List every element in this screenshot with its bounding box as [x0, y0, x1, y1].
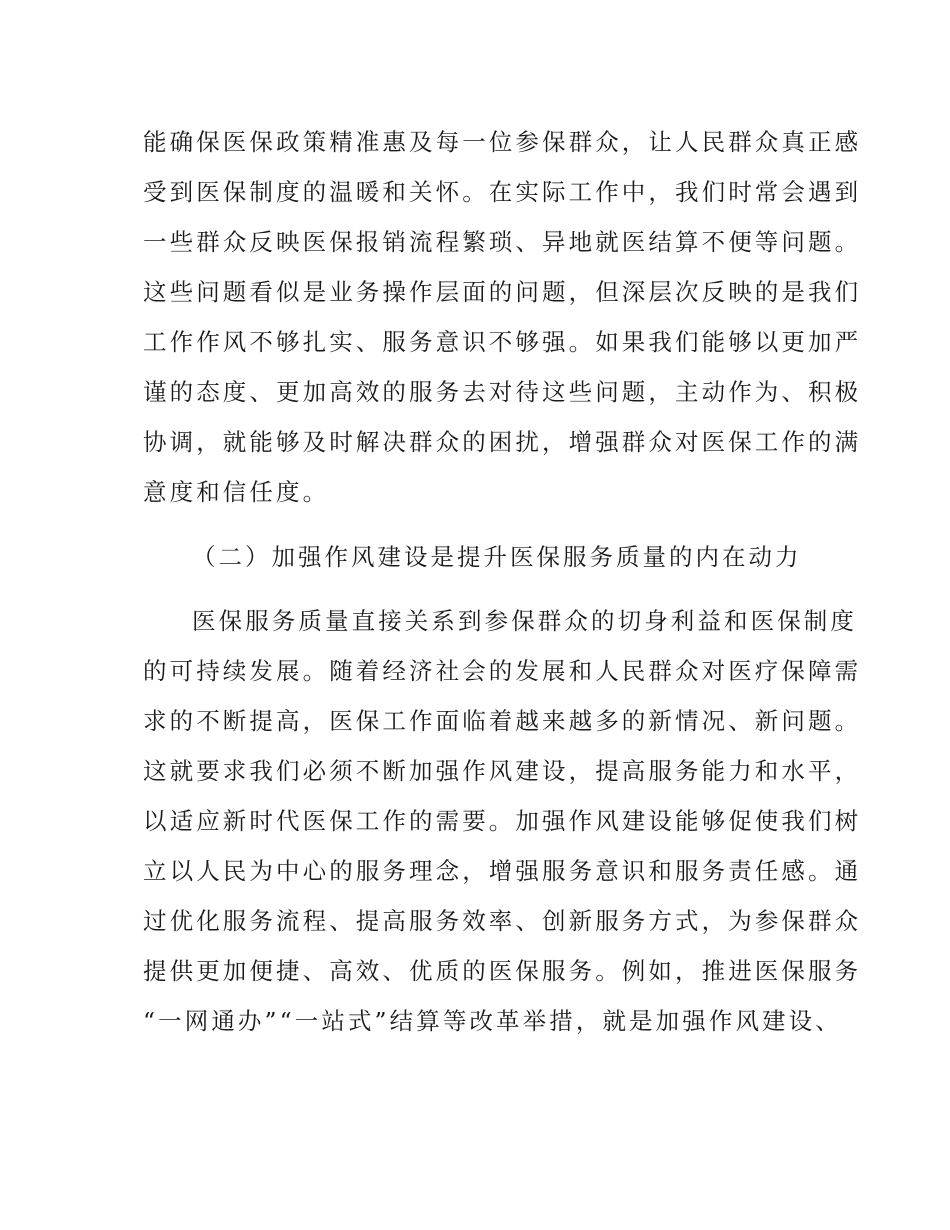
paragraph-1-line-6: 谨的态度、更加高效的服务去对待这些问题，主动作为、积极 [143, 378, 862, 406]
paragraph-2-line-5: 以适应新时代医保工作的需要。加强作风建设能够促使我们树 [143, 807, 862, 835]
paragraph-1-line-8: 意度和信任度。 [143, 478, 330, 506]
paragraph-2-line-4: 这就要求我们必须不断加强作风建设，提高服务能力和水平， [143, 757, 862, 785]
paragraph-1-line-2: 受到医保制度的温暖和关怀。在实际工作中，我们时常会遇到 [143, 178, 862, 206]
paragraph-2-line-1: 医保服务质量直接关系到参保群众的切身利益和医保制度 [192, 607, 857, 635]
paragraph-1-line-3: 一些群众反映医保报销流程繁琐、异地就医结算不便等问题。 [143, 228, 862, 256]
section-heading: （二）加强作风建设是提升医保服务质量的内在动力 [192, 543, 802, 571]
paragraph-1-line-4: 这些问题看似是业务操作层面的问题，但深层次反映的是我们 [143, 278, 862, 306]
paragraph-2-line-3: 求的不断提高，医保工作面临着越来越多的新情况、新问题。 [143, 707, 862, 735]
paragraph-2-line-6: 立以人民为中心的服务理念，增强服务意识和服务责任感。通 [143, 857, 862, 885]
paragraph-2-line-2: 的可持续发展。随着经济社会的发展和人民群众对医疗保障需 [143, 657, 862, 685]
paragraph-1-line-1: 能确保医保政策精准惠及每一位参保群众，让人民群众真正感 [143, 128, 862, 156]
paragraph-2-line-9: “一网通办”“一站式”结算等改革举措，就是加强作风建设、 [143, 1007, 842, 1035]
paragraph-2-line-7: 过优化服务流程、提高服务效率、创新服务方式，为参保群众 [143, 907, 862, 935]
paragraph-1-line-7: 协调，就能够及时解决群众的困扰，增强群众对医保工作的满 [143, 428, 862, 456]
paragraph-2-line-8: 提供更加便捷、高效、优质的医保服务。例如，推进医保服务 [143, 957, 862, 985]
paragraph-1-line-5: 工作作风不够扎实、服务意识不够强。如果我们能够以更加严 [143, 328, 862, 356]
